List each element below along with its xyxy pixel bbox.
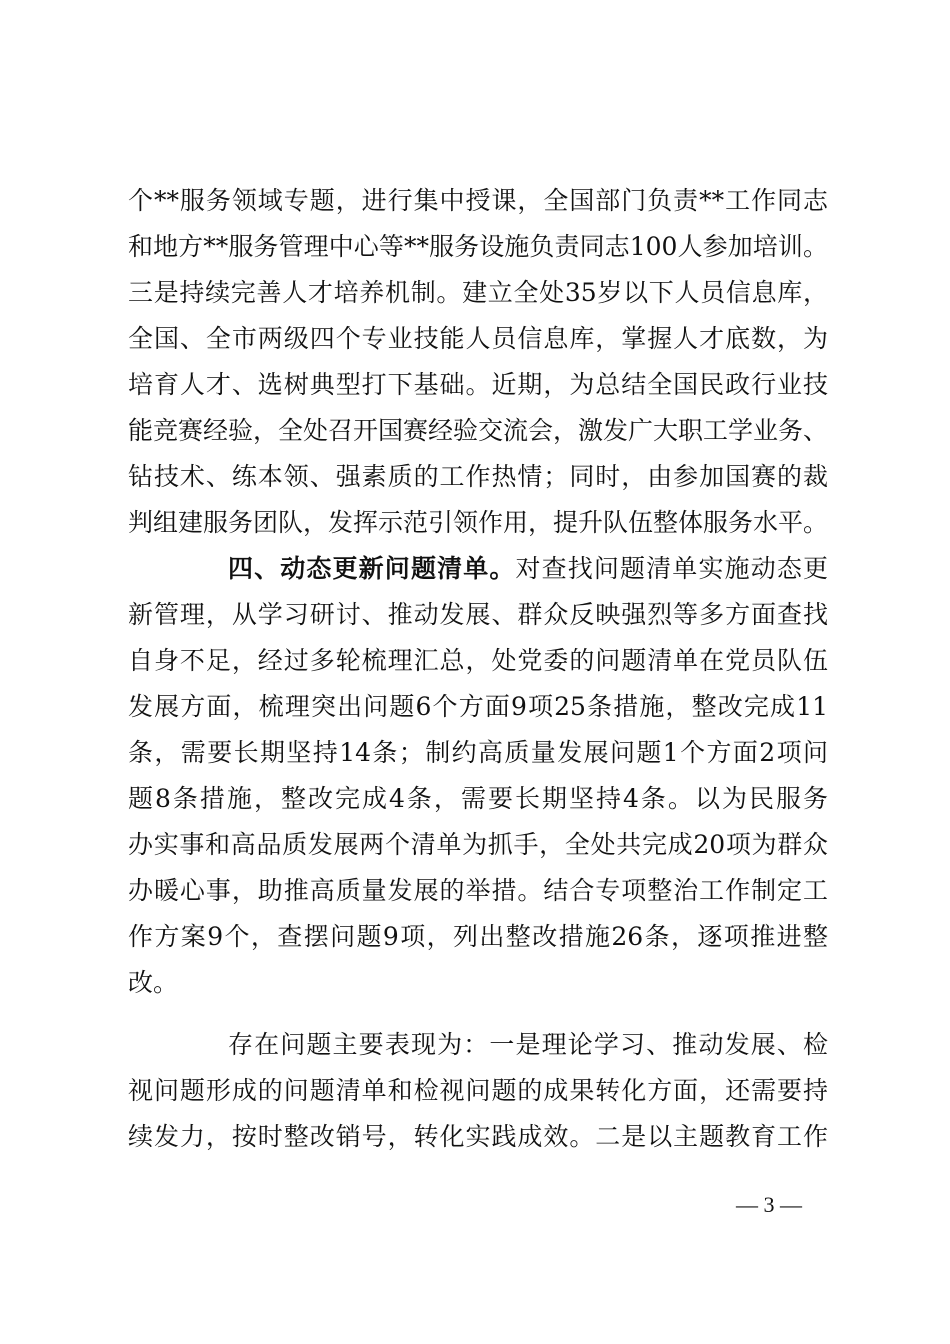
text-line: 存在问题主要表现为：一是理论学习、推动发展、检 xyxy=(228,1030,828,1059)
body-text xyxy=(128,178,828,1160)
page-number: — 3 — xyxy=(736,1192,802,1217)
text-line: 个**服务领域专题，进行集中授课，全国部门负责**工作同志 xyxy=(128,186,828,215)
text-line: 全国、全市两级四个专业技能人员信息库，掌握人才底数，为 xyxy=(128,324,828,353)
text-line: 办实事和高品质发展两个清单为抓手，全处共完成20项为群众 xyxy=(128,830,828,859)
text-line: 办暖心事，助推高质量发展的举措。结合专项整治工作制定工 xyxy=(128,876,828,905)
text-line: 视问题形成的问题清单和检视问题的成果转化方面，还需要持 xyxy=(128,1076,828,1105)
text-line: 发展方面，梳理突出问题6个方面9项25条措施，整改完成11 xyxy=(128,692,828,721)
text-line: 钻技术、练本领、强素质的工作热情；同时，由参加国赛的裁 xyxy=(128,462,828,491)
text-line: 三是持续完善人才培养机制。建立全处35岁以下人员信息库， xyxy=(128,278,828,307)
text-line: 作方案9个，查摆问题9项，列出整改措施26条，逐项推进整 xyxy=(128,922,828,951)
paragraph-2 xyxy=(128,546,828,1006)
text-line: 能竞赛经验，全处召开国赛经验交流会，激发广大职工学业务、 xyxy=(128,416,829,445)
section-heading: 四、动态更新问题清单。 xyxy=(228,554,516,583)
text-line: 条，需要长期坚持14条；制约高质量发展问题1个方面2项问 xyxy=(128,738,828,767)
paragraph-3 xyxy=(128,1022,828,1160)
text-line: 和地方**服务管理中心等**服务设施负责同志100人参加培训。 xyxy=(128,232,828,261)
text-line: 续发力，按时整改销号，转化实践成效。二是以主题教育工作 xyxy=(128,1122,828,1151)
text-line: 自身不足，经过多轮梳理汇总，处党委的问题清单在党员队伍 xyxy=(128,646,828,675)
paragraph-1 xyxy=(128,178,828,546)
text-line xyxy=(128,546,828,592)
text-line: 改。 xyxy=(128,968,179,997)
text-line: 题8条措施，整改完成4条，需要长期坚持4条。以为民服务 xyxy=(128,784,828,813)
text-line: 培育人才、选树典型打下基础。近期，为总结全国民政行业技 xyxy=(128,370,828,399)
text-span: 对查找问题清单实施动态更 xyxy=(515,554,828,583)
text-line: 新管理，从学习研讨、推动发展、群众反映强烈等多方面查找 xyxy=(128,600,828,629)
text-line: 判组建服务团队，发挥示范引领作用，提升队伍整体服务水平。 xyxy=(128,508,829,537)
